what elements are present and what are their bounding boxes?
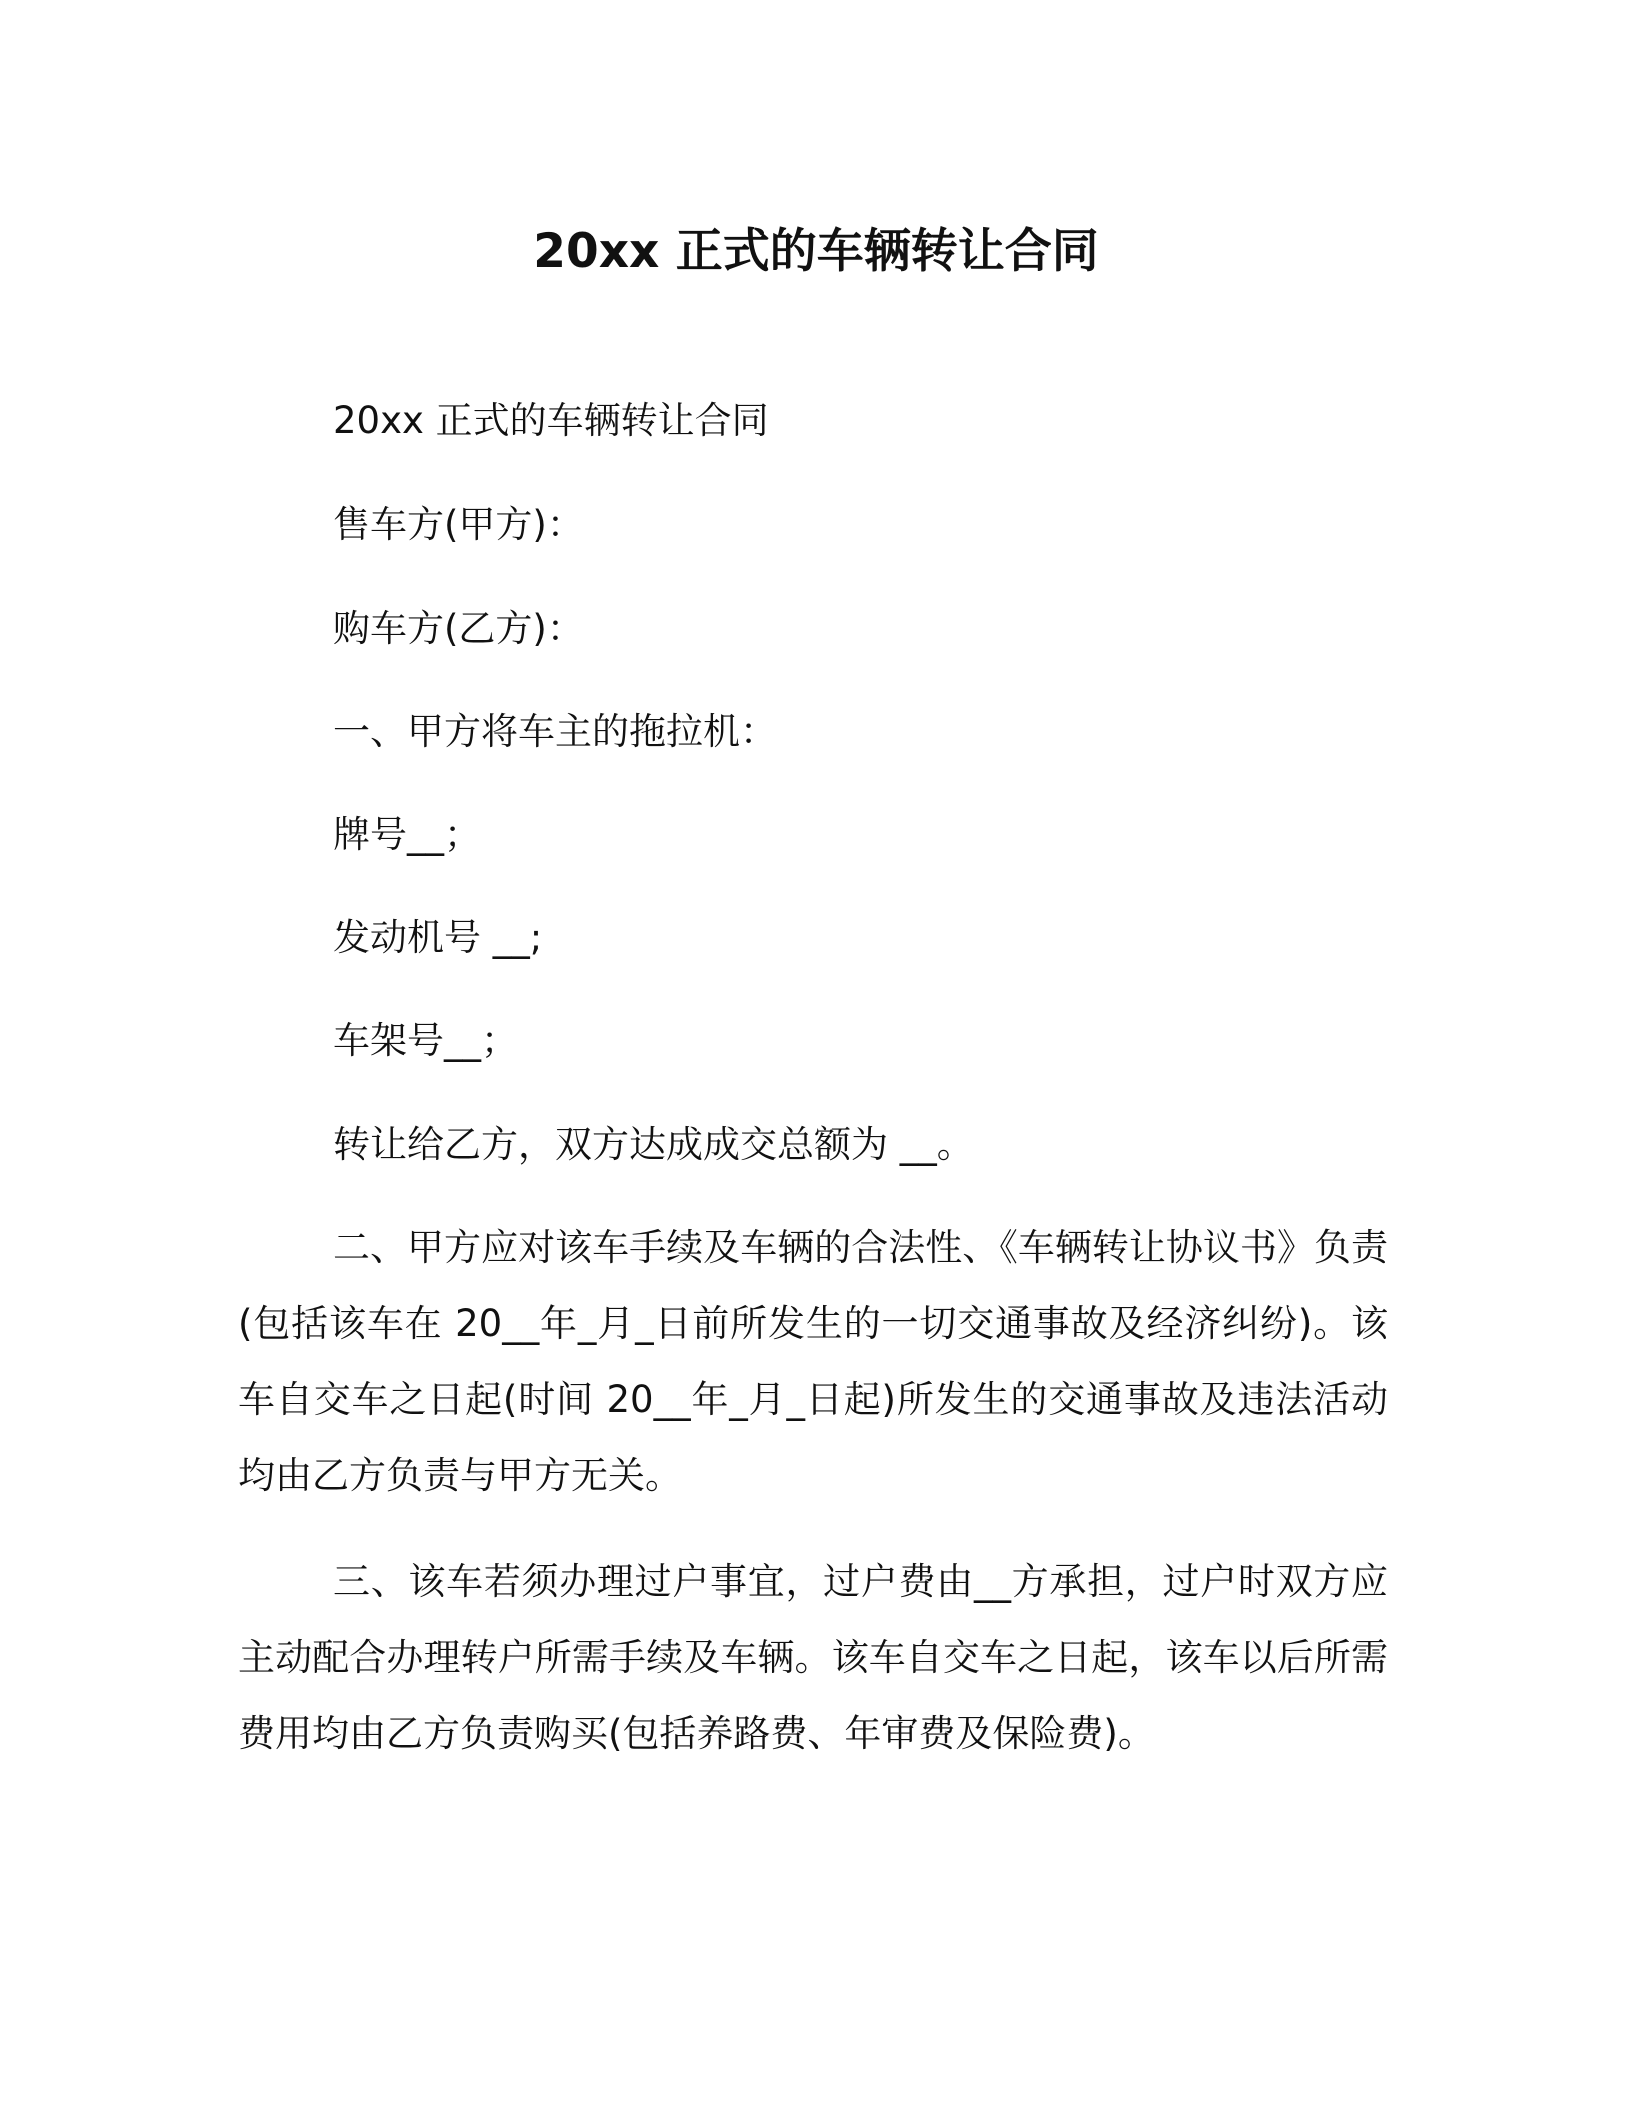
seller-line: 售车方(甲方)： — [333, 503, 584, 546]
transfer-amount-line: 转让给乙方，双方达成成交总额为 __。 — [333, 1123, 974, 1166]
buyer-line: 购车方(乙方)： — [333, 607, 584, 650]
plate-number-line: 牌号__； — [333, 813, 481, 856]
document-title: 20xx 正式的车辆转让合同 — [533, 224, 1099, 279]
clause-one-line: 一、甲方将车主的拖拉机： — [333, 710, 777, 753]
clause-two-paragraph: 二、甲方应对该车手续及车辆的合法性、《车辆转让协议书》负责(包括该车在 20__年_月_日前所发生的一切交通事故及经济纠纷)。该车自交车之日起(时间 20__年_月_日起)所发生的交通事故及违法活动均由乙方负责与甲方无关。 — [238, 1226, 1388, 1497]
contract-heading: 20xx 正式的车辆转让合同 — [333, 399, 769, 442]
frame-number-line: 车架号__； — [333, 1019, 518, 1062]
engine-number-line: 发动机号 __; — [333, 916, 543, 959]
clause-three-paragraph: 三、该车若须办理过户事宜，过户费由__方承担，过户时双方应主动配合办理转户所需手续及车辆。该车自交车之日起，该车以后所需费用均由乙方负责购买(包括养路费、年审费及保险费)。 — [238, 1560, 1388, 1755]
